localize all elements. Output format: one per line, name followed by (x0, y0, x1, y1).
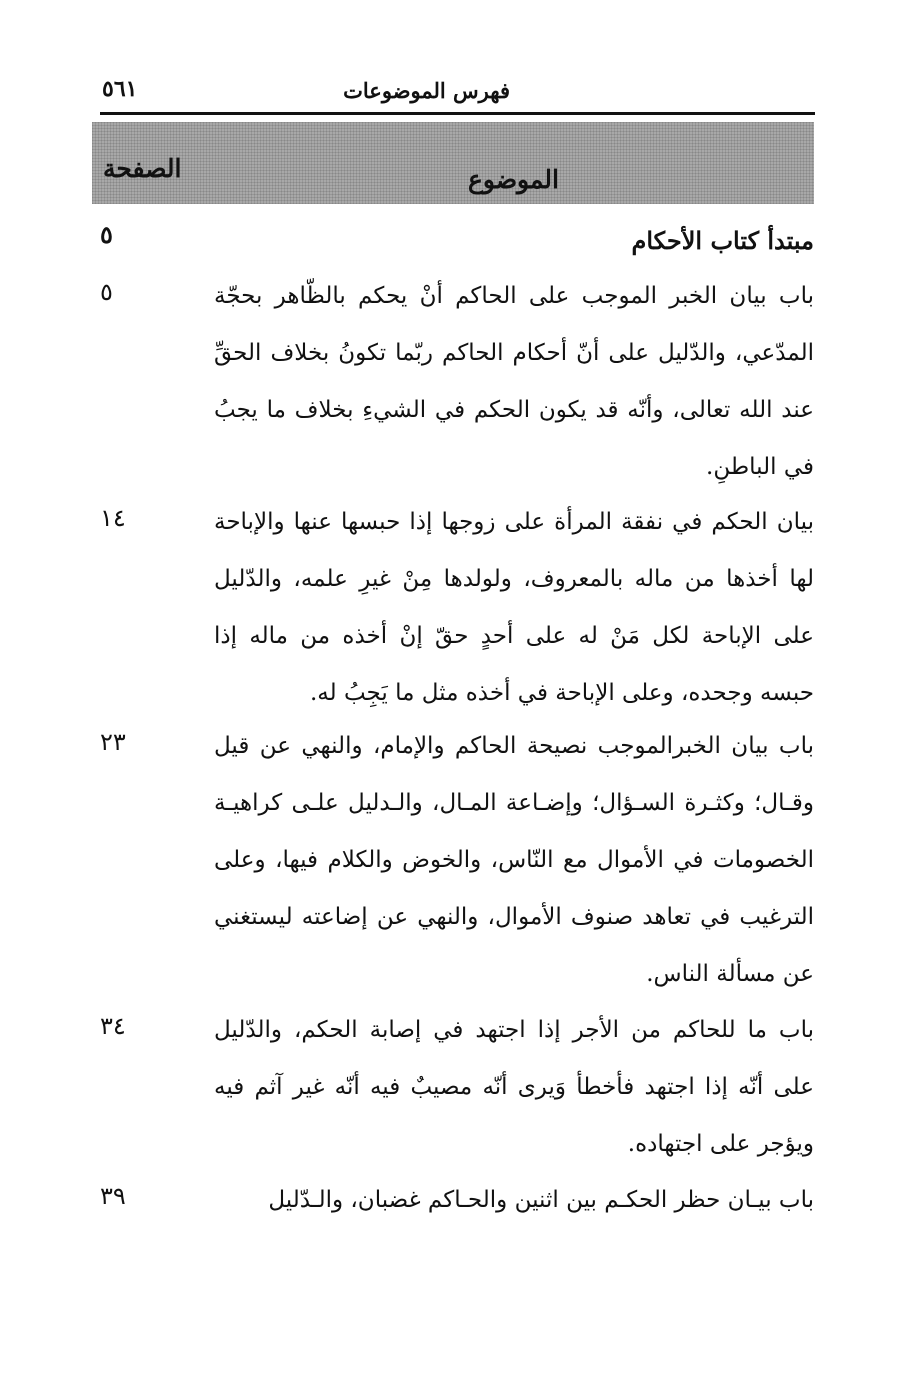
index-entry-page: ٥ (100, 220, 113, 249)
index-entry-text: باب بيان الخبرالموجب نصيحة الحاكم والإمام، والنهي عن قيل وقـال؛ وكثـرة السـؤال؛ وإضـاعة المـال، والـدليل علـى كراهيـة الخصومات في الأموال مع النّاس، والخوض والكلام فيها، وعلى الترغيب في تعاهد صنوف الأموال، والنهي عن إضاعته ليستغني عن مسألة الناس. (214, 733, 814, 987)
index-entry-text: باب بيـان حظر الحكـم بين اثنين والحـاكم غضبان، والـدّليل (268, 1187, 814, 1213)
index-entry-page: ٥ (100, 278, 113, 306)
table-header-band (92, 122, 814, 204)
column-header-topic: الموضوع (468, 165, 559, 194)
index-entry-page: ٣٤ (100, 1012, 126, 1040)
index-entry-page: ١٤ (100, 504, 126, 532)
index-entry-text: باب ما للحاكم من الأجر إذا اجتهد في إصابة الحكم، والدّليل على أنّه إذا اجتهد فأخطأ وَيرى أنّه مصيبٌ فيه أنّه غير آثم فيه ويؤجر على اجتهاده. (214, 1017, 814, 1157)
index-entry-page: ٢٣ (100, 728, 126, 756)
index-entry-text: بيان الحكم في نفقة المرأة على زوجها إذا حبسها عنها والإباحة لها أخذها من ماله بالمعروف، ولولدها مِنْ غيرِ علمه، والدّليل على الإباحة لكل مَنْ له على أحدٍ حقّ إنْ أخذه من ماله إذا حبسه وجحده، وعلى الإباحة في أخذه مثل ما يَجِبُ له. (214, 509, 814, 706)
column-header-page: الصفحة (103, 154, 182, 183)
index-entry-text: مبتدأ كتاب الأحكام (631, 226, 814, 255)
index-entry-text: باب بيان الخبر الموجب على الحاكم أنْ يحكم بالظّاهر بحجّة المدّعي، والدّليل على أنّ أحكام الحاكم ربّما تكونُ بخلاف الحقِّ عند الله تعالى، وأنّه قد يكون الحكم في الشيءِ بخلاف ما يجبُ في الباطنِ. (214, 283, 814, 480)
index-entry-page: ٣٩ (100, 1182, 126, 1210)
page-number: ٥٦١ (102, 76, 138, 102)
page-title: فهرس الموضوعات (343, 78, 510, 103)
header-rule (100, 112, 815, 115)
running-header (100, 74, 812, 106)
